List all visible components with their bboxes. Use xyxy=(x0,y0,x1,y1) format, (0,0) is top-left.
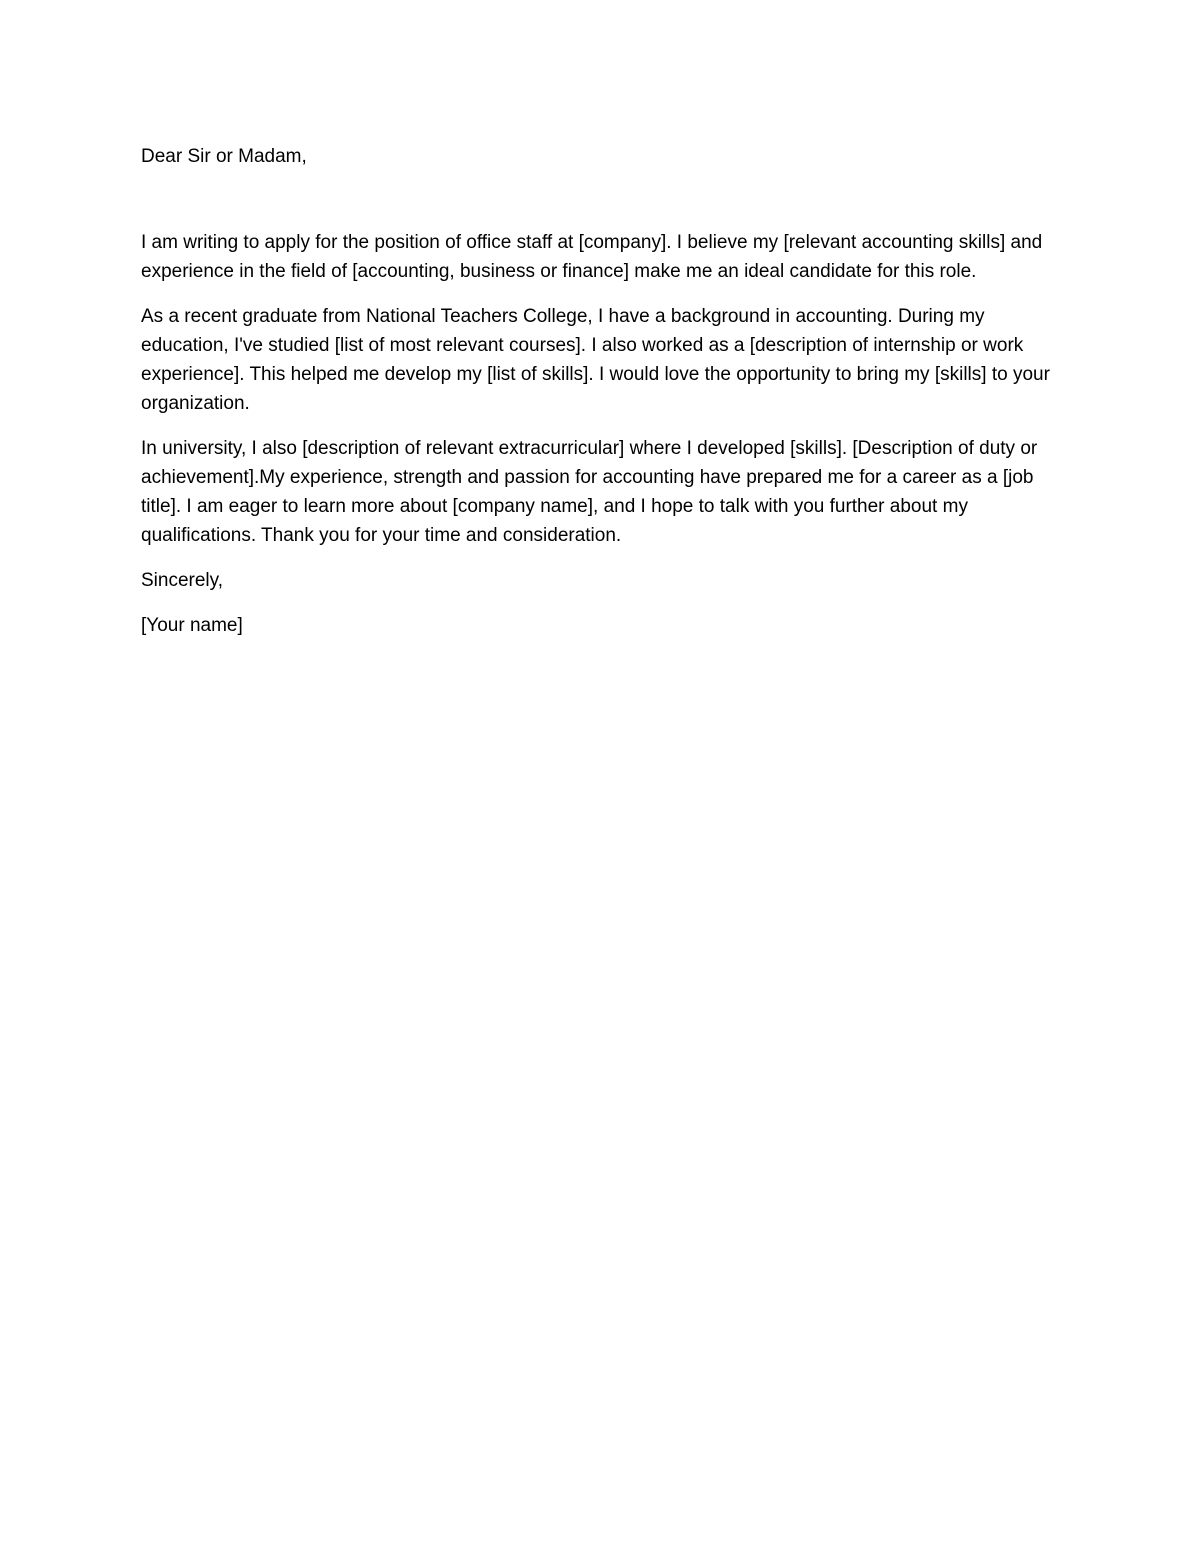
body-paragraph-2: As a recent graduate from National Teachers College, I have a background in accounting. During my education, I've studied [list of most relevant courses]. I also worked as a [description of internship or work experience]. This helped me develop my [list of skills]. I would love the opportunity to bring my [skills] to your organization. xyxy=(141,306,1050,414)
cover-letter xyxy=(141,142,1071,640)
signature: [Your name] xyxy=(141,615,243,636)
body-paragraph-1: I am writing to apply for the position of office staff at [company]. I believe my [relevant accounting skills] and experience in the field of [accounting, business or finance] make me an ideal candidate for this role. xyxy=(141,232,1043,282)
body-paragraph-3: In university, I also [description of relevant extracurricular] where I developed [skills]. [Description of duty or achievement].My experience, strength and passion for accounting have prepared me for a career as a [job title]. I am eager to learn more about [company name], and I hope to talk with you further about my qualifications. Thank you for your time and consideration. xyxy=(141,438,1038,546)
closing: Sincerely, xyxy=(141,570,224,591)
salutation: Dear Sir or Madam, xyxy=(141,146,307,167)
